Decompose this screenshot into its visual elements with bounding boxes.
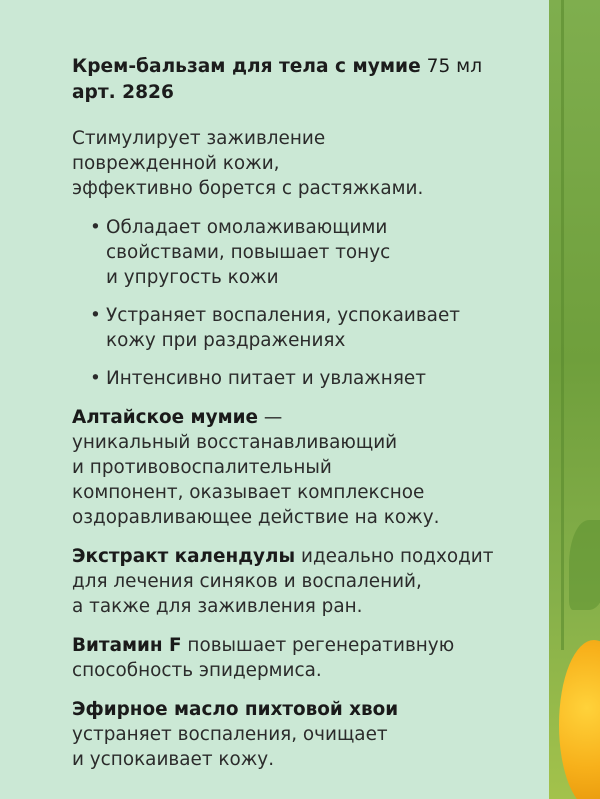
intro-line: Стимулирует заживление: [72, 128, 326, 149]
ingredient-line: устраняет воспаления, очищает: [72, 724, 388, 745]
list-item: [90, 215, 532, 290]
ingredient-line: а также для заживления ран.: [72, 596, 363, 617]
ingredient-vitamin-f: [72, 633, 532, 683]
bullet-icon: •: [90, 368, 101, 389]
list-item-line: и упругость кожи: [106, 267, 279, 288]
leaf-shape: [569, 520, 600, 610]
ingredient-title: Эфирное масло пихтовой хвои: [72, 699, 399, 720]
ingredient-lead: повышает регенеративную: [181, 635, 455, 656]
product-description: [72, 54, 532, 772]
ingredient-title: Экстракт календулы: [72, 546, 296, 567]
bullet-icon: •: [90, 305, 101, 326]
list-item-line: свойствами, повышает тонус: [106, 242, 391, 263]
ingredient-line: компонент, оказывает комплексное: [72, 482, 425, 503]
intro-text: [72, 126, 532, 201]
ingredient-fir-oil: [72, 697, 532, 772]
benefits-list: [90, 215, 532, 391]
list-item-line: Интенсивно питает и увлажняет: [106, 368, 426, 389]
product-name: Крем-бальзам для тела с мумие: [72, 56, 421, 77]
ingredient-lead: идеально подходит: [295, 546, 494, 567]
intro-line: поврежденной кожи,: [72, 153, 280, 174]
list-item-line: Обладает омолаживающими: [106, 217, 388, 238]
calendula-flower-icon: [559, 640, 600, 799]
ingredient-lead: —: [257, 407, 283, 428]
ingredient-title: Витамин F: [72, 635, 182, 656]
ingredient-line: оздоравливающее действие на кожу.: [72, 507, 440, 528]
product-article: арт. 2826: [72, 82, 174, 103]
ingredient-calendula: [72, 544, 532, 619]
ingredient-line: для лечения синяков и воспалений,: [72, 571, 422, 592]
ingredient-title: Алтайское мумие: [72, 407, 258, 428]
list-item: [90, 303, 532, 353]
stem-shape: [561, 0, 564, 650]
bullet-icon: •: [90, 217, 101, 238]
ingredient-line: и успокаивает кожу.: [72, 749, 275, 770]
ingredient-line: способность эпидермиса.: [72, 660, 322, 681]
ingredient-mumie: [72, 405, 532, 530]
list-item: [90, 366, 532, 391]
ingredient-line: и противовоспалительный: [72, 457, 332, 478]
list-item-line: кожу при раздражениях: [106, 330, 346, 351]
calendula-photo: [549, 0, 600, 799]
list-item-line: Устраняет воспаления, успокаивает: [106, 305, 460, 326]
ingredient-line: уникальный восстанавливающий: [72, 432, 398, 453]
product-header: [72, 54, 532, 106]
product-volume: 75 мл: [426, 56, 483, 77]
intro-line: эффективно борется с растяжками.: [72, 178, 424, 199]
